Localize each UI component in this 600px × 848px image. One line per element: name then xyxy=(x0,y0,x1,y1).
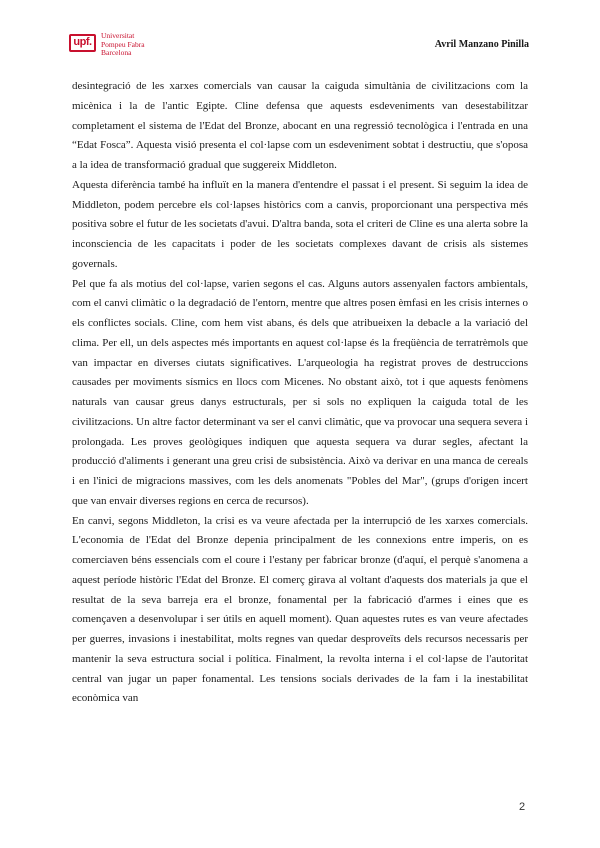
university-name-line: Pompeu Fabra xyxy=(101,39,145,49)
upf-logo-mark: upf. xyxy=(69,34,96,52)
paragraph: Pel que fa als motius del col·lapse, varien segons el cas. Alguns autors assenyalen factors ambientals, com el canvi climàtic o la degradació de l'entorn, mentre que altres posen èmfasi en les crisis internes o els conflictes socials. Cline, com hem vist abans, és dels que atribueixen la debacle a la variació del clima. Per ell, un dels aspectes més importants en aquest col·lapse és la freqüència de terratrèmols que van impactar en diverses ciutats significatives. L'arqueologia ha registrat proves de destruccions causades per moviments sísmics en llocs com Micenes. No obstant això, tot i que aquests fenòmens naturals van causar greus danys estructurals, per si sols no expliquen la caiguda total de les civilitzacions. Un altre factor determinant va ser el canvi climàtic, que va provocar una sequera severa i prolongada. Les proves geològiques indiquen que aquesta sequera va durar segles, afectant la producció d'aliments i generant una greu crisi de subsistència. Això va derivar en una manca de cereals i en l'inici de migracions massives, com les dels anomenats "Pobles del Mar", (grups d'origen incert que van envair diverses regions en cerca de recursos). xyxy=(72,277,528,507)
paragraph: Aquesta diferència també ha influït en la manera d'entendre el passat i el present. Si seguim la idea de Middleton, podem percebre els col·lapses històrics com a canvis, proporcionant una perspectiva més positiva sobre el futur de les societats d'avui. D'altra banda, sota el criteri de Cline es una alerta sobre la inconsciencia de les capacitats i poder de les societats complexes davant de crisis als sistemes governals. xyxy=(72,178,528,270)
university-name-line: Universitat xyxy=(101,31,135,40)
page-header xyxy=(0,0,600,70)
university-name-line: Barcelona xyxy=(101,48,132,57)
paragraph: desintegració de les xarxes comercials van causar la caiguda simultània de civilitzacions com la micènica i la de l'antic Egipte. Cline defensa que aquests esdeveniments van desestabilitzar completament el sistema de l'Edat del Bronze, abocant en una regressió tecnològica i l'entrada en una “Edat Fosca”. Aquesta visió presenta el col·lapse com un esdeveniment sobtat i destructiu, que s'oposa a la idea de transformació gradual que suggereix Middleton. xyxy=(72,80,528,171)
page-number: 2 xyxy=(519,801,526,813)
document-body xyxy=(72,77,528,709)
author-name: Avril Manzano Pinilla xyxy=(434,39,529,50)
university-name xyxy=(101,32,181,58)
university-logo xyxy=(69,32,179,62)
paragraph: En canvi, segons Middleton, la crisi es va veure afectada per la interrupció de les xarxes comercials. L'economia de l'Edat del Bronze depenia principalment de les connexions entre imperis, on es comerciaven béns essencials com el coure i l'estany per fabricar bronze (d'aquí, el perquè s'anomena a aquest període històric l'Edat del Bronze. El comerç girava al voltant d'aquests dos materials ja que el resultat de la seva barreja era el bronze, fonamental per la fabricació d'armes i eines que es començaven a desenvolupar i ser útils en aquell moment). Quan aquestes rutes es van veure afectades per guerres, invasions i inestabilitat, molts regnes van quedar desproveïts dels recursos necessaris per mantenir la seva estructura social i política. Finalment, la revolta interna i el col·lapse de l'autoritat central van jugar un paper fonamental. Les tensions socials derivades de la fam i la inestabilitat econòmica van xyxy=(72,514,528,705)
